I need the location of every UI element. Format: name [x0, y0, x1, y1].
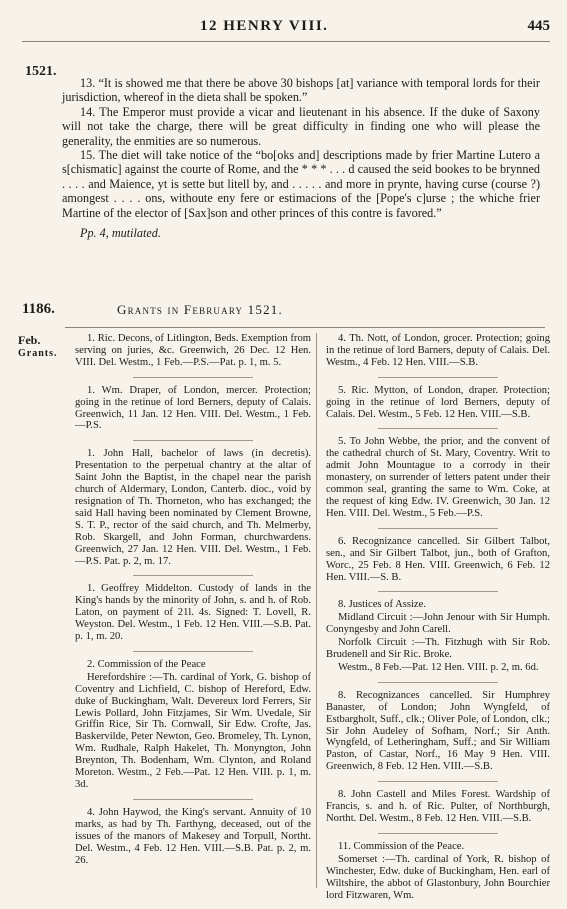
grant-entry: 1. Geoffrey Middelton. Custody of lands in the King's hands by the minority of John, s. and h. of Rob. Laton, on payment of 21l. 4s. Signed: T. Lovell, R. Weyston. Del. Westm., 1 Feb. 12 Hen. VIII.—S.B. Pat. p. 1, m. 20. — [75, 583, 311, 643]
entry-divider — [378, 833, 498, 834]
entry-divider — [378, 428, 498, 429]
entry-divider — [133, 377, 253, 378]
section-number: 1186. — [22, 301, 55, 317]
running-head-title: 12 HENRY VIII. — [200, 18, 329, 34]
grant-entry: 8. Recognizances cancelled. Sir Humphrey Banaster, of London; John Wyngfeld, of Estbargholt, Suff., clk.; Oliver Pole, of London, clk.; Sir John Audeley of Sofham, Norf.; Sir Anth. Wyngfeld, of Letheringham, Suff.; and Sir William Paston, of Castar, Norf., 16 May 9 Hen. VIII. Greenwich, 8 Feb. 12 Hen. VIII.—S.B. — [326, 689, 550, 773]
grant-entry: Westm., 8 Feb.—Pat. 12 Hen. VIII. p. 2, m. 6d. — [338, 661, 539, 673]
intro-source-note: Pp. 4, mutilated. — [80, 226, 161, 241]
section-title: Grants in February 1521. — [117, 302, 283, 317]
intro-paragraph-15: 15. The diet will take notice of the “bo[oks and] descriptions made by frier Martine Lutero a s[chismatic] against the courte of Rome, and the * * * . . . d caused the seid bookes to be brynned . . . . and Maience, yt is sette but litell by, and . . . . . and more in prynte, having curse (course ?) amongest . . . . ons, withoute eny fere or estimacions of the [Pope's c]urse ; the whiche frier Martine of the elector of [Sax]son and other princes of this contre is favored.” — [62, 148, 540, 220]
column-divider — [316, 333, 317, 888]
entry-divider — [133, 440, 253, 441]
grant-entry: 5. Ric. Mytton, of London, draper. Protection; going in the retinue of lord Berners, deputy of Calais. Del. Westm., 5 Feb. 12 Hen. VIII.—S.B. — [326, 384, 550, 420]
section-heading — [22, 301, 550, 321]
margin-label-month: Feb. — [18, 333, 41, 347]
entry-divider — [133, 799, 253, 800]
entry-divider — [378, 591, 498, 592]
grant-entry: 4. John Haywod, the King's servant. Annuity of 10 marks, as had by Th. Farthyng, deceased, out of the issues of the manors of Makesey and Torpull, Northt. Del. Westm., 4 Feb. 12 Hen. VIII.—S.B. Pat. p. 2, m. 26. — [75, 806, 311, 866]
entry-divider — [378, 377, 498, 378]
intro-paragraph-13: 13. “It is showed me that there be above 30 bishops [at] variance with temporal lords for their jurisdiction, whereof in the dieta shall be spoken.” — [62, 76, 540, 105]
right-column — [326, 333, 550, 909]
margin-label-category: Grants. — [18, 348, 58, 359]
intro-paragraph-14: 14. The Emperor must provide a vicar and lieutenant in his absence. If the duke of Saxony will not take the charge, there will be great difficulty in finding one who will please the generality, the enmities are so numerous. — [62, 104, 540, 148]
entry-divider — [378, 682, 498, 683]
grant-entry: Herefordshire :—Th. cardinal of York, G. bishop of Coventry and Lichfield, C. bishop of Hereford, Edw. duke of Buckingham, Walt. Devereux lord Ferrers, Sir Lewis Pollard, John Fitzjames, Sir Wm. Uvedale, Sir Griffin Rice, Sir Th. Cornwall, Sir Edw. Crofte, Jas. Baskervilde, Peter Newton, Geo. Bromeley, Th. Lynon, Wm. Rudhale, Ralph Hakelet, Th. Monyngton, John Breynton, Th. Bodenham, Wm. Clynton, and Roland Moreton. Westm., 2 Feb.—Pat. 12 Hen. VIII. p. 1, m. 3d. — [75, 671, 311, 790]
grant-entry: 8. John Castell and Miles Forest. Wardship of Francis, s. and h. of Ric. Pulter, of Northburgh, Northt. Del. Westm., 8 Feb. 12 Hen. VIII.—S.B. — [326, 789, 550, 824]
entry-divider — [378, 781, 498, 782]
grant-entry-heading: 8. Justices of Assize. — [338, 599, 426, 611]
grant-entry-heading: 2. Commission of the Peace — [87, 658, 206, 670]
entry-divider — [133, 651, 253, 652]
grant-entry: Somerset :—Th. cardinal of York, R. bishop of Winchester, Edw. duke of Buckingham, Hen. earl of Wiltshire, the abbot of Glastonbury, John Bourchier lord Fitzwaren, Wm. — [326, 853, 550, 901]
grant-entry: Midland Circuit :—John Jenour with Sir Humph. Conyngesby and John Carell. — [326, 612, 550, 636]
page-number: 445 — [527, 18, 550, 34]
grant-entry-heading: 11. Commission of the Peace. — [338, 840, 465, 852]
grant-entry: 5. To John Webbe, the prior, and the convent of the cathedral church of St. Mary, Coventry. Writ to admit John Mountague to a corrody in their monastery, on surrender of letters patent under their common seal, granting the same to Wm. Coke, at the request of king Edw. IV. Greenwich, 30 Jan. 12 Hen. VIII. Del. Westm., 5 Feb.—P.S. — [326, 436, 550, 519]
grant-entry: 1. Wm. Draper, of London, mercer. Protection; going in the retinue of lord Berners, deputy of Calais. Greenwich, 11 Jan. 12 Hen. VIII. Del. Westm., 1 Feb.—P.S. — [75, 384, 311, 432]
entry-divider — [133, 575, 253, 576]
year-margin-label: 1521. — [25, 64, 57, 79]
intro-text-block — [62, 76, 540, 240]
grant-entry: 4. Th. Nott, of London, grocer. Protection; going in the retinue of lord Barners, deputy of Calais. Del. Westm., 4 Feb. 12 Hen. VIII.—S.B. — [326, 333, 550, 368]
section-rule — [65, 327, 545, 328]
grant-entry: 6. Recognizance cancelled. Sir Gilbert Talbot, sen., and Sir Gilbert Talbot, jun., both of Grafton, Worc., 25 Feb. 8 Hen. VIII. Greenwich, 6 Feb. 12 Hen. VIII.—S. B. — [326, 535, 550, 583]
grant-entry: 1. Ric. Decons, of Litlington, Beds. Exemption from serving on juries, &c. Greenwich, 26 Dec. 12 Hen. VIII. Del. Westm., 1 Feb.—P.S.—Pat. p. 1, m. 5. — [75, 333, 311, 368]
left-column — [75, 333, 311, 874]
header-rule — [22, 41, 550, 42]
running-head — [0, 18, 567, 42]
grant-entry: 1. John Hall, bachelor of laws (in decretis). Presentation to the perpetual chantry at the altar of Saint John the Baptist, in the chapel near the parish church of Aldermary, London, Canterb. dioc., void by resignation of Th. Thorneton, who has exchanged; the said Hall having been nominated by Clement Browne, S. T. P., rector of the said church, and Th. Melmerby, Rob. Skargell, and John Forman, churchwardens. Greenwich, 27 Jan. 12 Hen. VIII. Del. Westm., 1 Feb.—P.S. Pat. p. 2, m. 17. — [75, 448, 311, 567]
grant-entry: Norfolk Circuit :—Th. Fitzhugh with Sir Rob. Brudenell and Sir Ric. Broke. — [326, 637, 550, 661]
entry-divider — [378, 528, 498, 529]
